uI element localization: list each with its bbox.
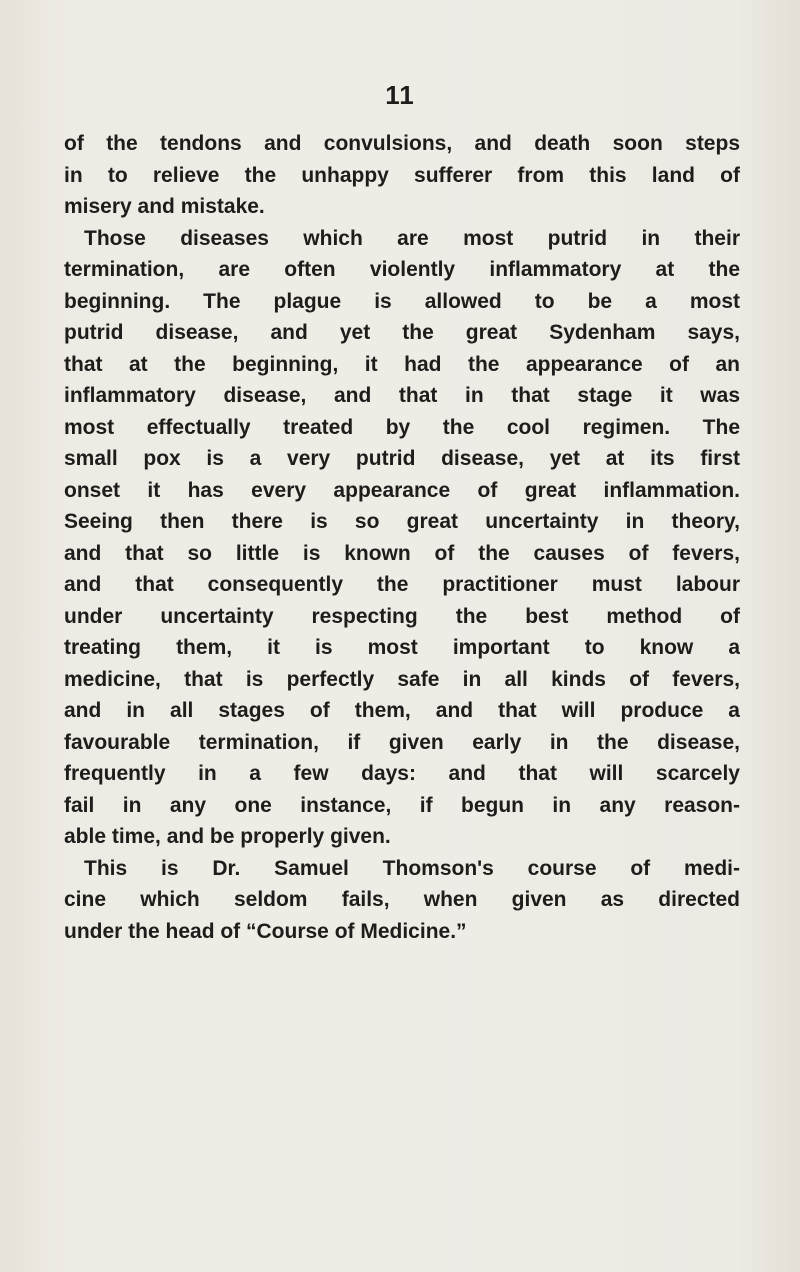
page-number: 11 <box>385 80 415 110</box>
text-line: cine which seldom fails, when given as directed <box>64 888 740 911</box>
text-line: treating them, it is most important to know a <box>64 636 740 659</box>
text-line: Seeing then there is so great uncertainty in theory, <box>64 510 740 533</box>
text-line: putrid disease, and yet the great Sydenham says, <box>64 321 740 344</box>
text-line: under uncertainty respecting the best method of <box>64 604 740 628</box>
text-line: of the tendons and convulsions, and death soon steps <box>64 132 740 155</box>
text-line: beginning. The plague is allowed to be a most <box>64 289 740 313</box>
paragraph-3 <box>64 853 740 948</box>
text-line: inflammatory disease, and that in that stage it was <box>64 384 740 407</box>
text-line: and in all stages of them, and that will produce a <box>64 699 740 722</box>
text-line: able time, and be properly given. <box>64 825 391 848</box>
text-line: under the head of “Course of Medicine.” <box>64 919 467 943</box>
text-line: onset it has every appearance of great inflammation. <box>64 478 740 502</box>
text-line: and that so little is known of the causes of fevers, <box>64 541 740 565</box>
text-line: favourable termination, if given early in the disease, <box>64 730 740 754</box>
paragraph-1 <box>64 128 740 223</box>
body-text <box>64 128 740 947</box>
text-line: most effectually treated by the cool regimen. The <box>64 415 740 439</box>
text-line: fail in any one instance, if begun in any reason- <box>64 793 740 817</box>
text-line: medicine, that is perfectly safe in all kinds of fevers, <box>64 667 740 691</box>
text-line: in to relieve the unhappy sufferer from this land of <box>64 163 740 187</box>
text-line: Those diseases which are most putrid in their <box>84 226 740 250</box>
text-line: misery and mistake. <box>64 195 265 218</box>
text-line: small pox is a very putrid disease, yet at its first <box>64 447 740 470</box>
text-line: frequently in a few days: and that will scarcely <box>64 762 740 785</box>
text-line: and that consequently the practitioner must labour <box>64 573 740 596</box>
text-line: termination, are often violently inflammatory at the <box>64 258 740 281</box>
paragraph-2 <box>64 223 740 853</box>
text-line: This is Dr. Samuel Thomson's course of medi- <box>84 856 740 880</box>
text-line: that at the beginning, it had the appearance of an <box>64 352 740 376</box>
